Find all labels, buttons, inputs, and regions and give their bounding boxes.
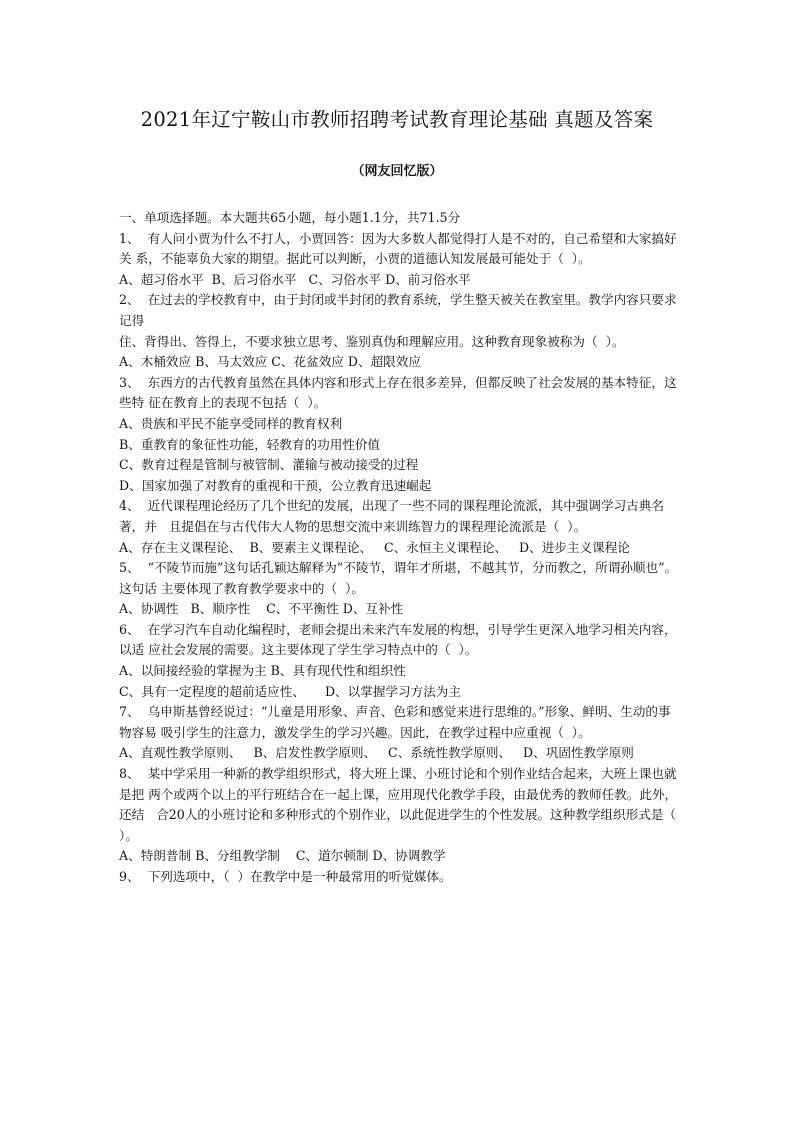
question-6-options-ab: A、以间接经验的掌握为主 B、具有现代性和组织性 (119, 663, 406, 679)
question-3-option-b: B、重教育的象征性功能，轻教育的功用性价值 (119, 436, 381, 452)
question-4: 4、 近代课程理论经历了几个世纪的发展，出现了一些不同的课程理论流派，其中强调学习古典名著，并 且提倡在与古代伟大人物的思想交流中来训练智力的课程理论流派是（ ）。 (119, 498, 664, 534)
question-3-option-d: D、国家加强了对教育的重视和干预，公立教育迅速崛起 (119, 477, 432, 493)
question-8-options: A、特朗普制 B、分组教学制 C、道尔顿制 D、协调教学 (119, 848, 446, 864)
document-body (119, 208, 684, 888)
question-1-options: A、超习俗水平 B、后习俗水平 C、习俗水平 D、前习俗水平 (119, 271, 471, 287)
page-subtitle: （网友回忆版） (351, 164, 443, 179)
question-2-part-1: 2、 在过去的学校教育中，由于封闭或半封闭的教育系统，学生整天被关在教室里。教学内容只要求记得 (119, 292, 677, 328)
question-8: 8、 某中学采用一种新的教学组织形式，将大班上课、小班讨论和个别作业结合起来，大班上课也就是把 两个或两个以上的平行班结合在一起上课，应用现代化教学手段，由最优秀的教师任教。此外，还结 合20人的小班讨论和多种形式的个别作业，以此促进学生的个性发展。这种教学组织形式是（ ）。 (119, 766, 684, 843)
question-2-options: A、木桶效应 B、马太效应 C、花盆效应 D、超限效应 (119, 354, 421, 370)
question-6: 6、 在学习汽车自动化编程时，老师会提出未来汽车发展的构想，引导学生更深入地学习相关内容，以适 应社会发展的需要。这主要体现了学生学习特点中的（ ）。 (119, 621, 677, 658)
question-2-part-2: 住、背得出、答得上，不要求独立思考、鉴别真伪和理解应用。这种教育现象被称为（ ）。 (119, 333, 625, 349)
question-7-options: A、直观性教学原则、 B、启发性教学原则、 C、系统性教学原则、 D、巩固性教学原则 (119, 745, 634, 761)
question-5-options: A、协调性 B、顺序性 C、不平衡性 D、互补性 (119, 601, 404, 617)
question-3-option-a: A、贵族和平民不能享受同样的教育权利 (119, 415, 343, 431)
question-6-options-cd: C、具有一定程度的超前适应性、 D、以掌握学习方法为主 (119, 683, 461, 699)
question-3: 3、 东西方的古代教育虽然在具体内容和形式上存在很多差异，但都反映了社会发展的基本特征，这些特 征在教育上的表现不包括（ ）。 (119, 374, 677, 411)
question-7: 7、 乌申斯基曾经说过：“儿童是用形象、声音、色彩和感觉来进行思维的。”形象、鲜明、生动的事物容易 吸引学生的注意力，激发学生的学习兴趣。因此，在教学过程中应重视（ ）。 (119, 704, 671, 740)
question-1: 1、 有人问小贾为什么不打人，小贾回答：因为大多数人都觉得打人是不对的，自己希望和大家搞好关 系，不能辜负大家的期望。据此可以判断，小贾的道德认知发展最可能处于（ ）。 (119, 230, 677, 267)
question-3-option-c: C、教育过程是管制与被管制、灌输与被动接受的过程 (119, 457, 419, 473)
question-9: 9、 下列选项中，（ ）在教学中是一种最常用的听觉媒体。 (119, 869, 452, 884)
question-4-options: A、存在主义课程论、 B、要素主义课程论、 C、永恒主义课程论、 D、进步主义课程论 (119, 539, 630, 555)
question-5: 5、 “不陵节而施”这句话孔颖达解释为“不陵节，谓年才所堪，不越其节，分而教之，所谓孙顺也”。这句话 主要体现了教育教学要求中的（ ）。 (119, 560, 678, 596)
section-heading: 一、单项选择题。本大题共65小题，每小题1.1分，共71.5分 (119, 210, 461, 225)
page-title: 2021年辽宁鞍山市教师招聘考试教育理论基础 真题及答案 (140, 108, 654, 131)
